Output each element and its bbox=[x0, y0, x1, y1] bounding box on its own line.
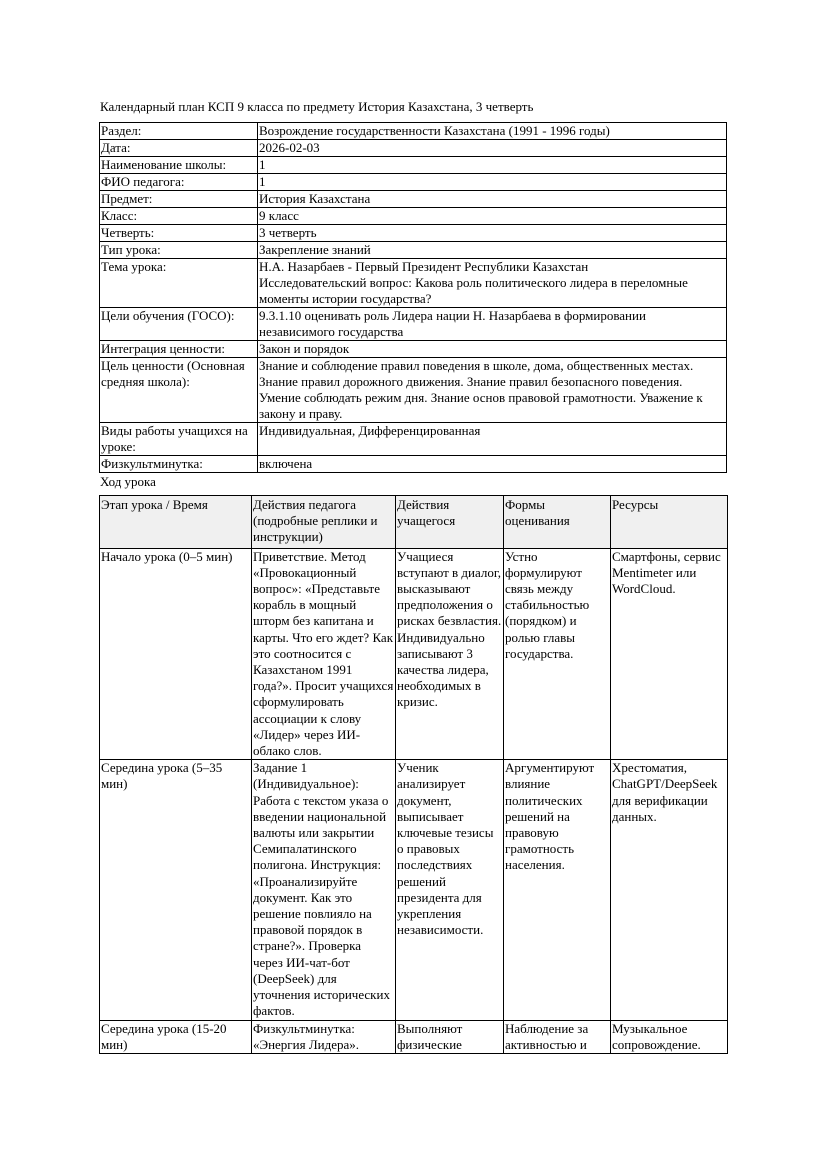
lesson-stage-row bbox=[100, 1020, 728, 1053]
column-header: Действия педагога (подробные реплики и инструкции) bbox=[252, 496, 396, 549]
lesson-cell: Ученик анализирует документ, выписывает ключевые тезисы о правовых последствиях решений президента для укрепления независимости. bbox=[396, 760, 504, 1020]
lesson-cell: Аргументируют влияние политических решений на правовую грамотность населения. bbox=[504, 760, 611, 1020]
lesson-stage-row bbox=[100, 760, 728, 1020]
info-value: 1 bbox=[258, 174, 727, 191]
info-value: Н.А. Назарбаев - Первый Президент Республики Казахстан Исследовательский вопрос: Какова роль политического лидера в переломные моменты истории государства? bbox=[258, 259, 727, 308]
info-value: История Казахстана bbox=[258, 191, 727, 208]
lesson-cell: Задание 1 (Индивидуальное): Работа с текстом указа о введении национальной валюты или закрытии Семипалатинского полигона. Инструкция: «Проанализируйте документ. Как это решение повлияло на правовой порядок в стране?». Проверка через ИИ-чат-бот (DeepSeek) для уточнения исторических фактов. bbox=[252, 760, 396, 1020]
lesson-cell: Выполняют физические bbox=[396, 1020, 504, 1053]
info-value: 9 класс bbox=[258, 208, 727, 225]
document-title: Календарный план КСП 9 класса по предмету История Казахстана, 3 четверть bbox=[100, 99, 534, 114]
lesson-table-header bbox=[100, 496, 728, 549]
info-value: 9.3.1.10 оценивать роль Лидера нации Н. Назарбаева в формировании независимого государства bbox=[258, 308, 727, 341]
info-value: Индивидуальная, Дифференцированная bbox=[258, 423, 727, 456]
info-key: Интеграция ценности: bbox=[100, 341, 258, 358]
column-header: Этап урока / Время bbox=[100, 496, 252, 549]
info-key: Раздел: bbox=[100, 123, 258, 140]
lesson-cell: Музыкальное сопровождение. bbox=[611, 1020, 728, 1053]
info-key: Цель ценности (Основная средняя школа): bbox=[100, 358, 258, 423]
info-row bbox=[100, 308, 727, 341]
info-row bbox=[100, 123, 727, 140]
lesson-stage-row bbox=[100, 548, 728, 760]
info-row bbox=[100, 174, 727, 191]
info-value: 3 четверть bbox=[258, 225, 727, 242]
lesson-cell: Наблюдение за активностью и bbox=[504, 1020, 611, 1053]
info-value: 2026-02-03 bbox=[258, 140, 727, 157]
info-value: Закон и порядок bbox=[258, 341, 727, 358]
document-page bbox=[99, 98, 727, 1054]
lesson-plan-table bbox=[99, 495, 728, 1054]
info-row bbox=[100, 259, 727, 308]
info-row bbox=[100, 208, 727, 225]
lesson-cell: Учащиеся вступают в диалог, высказывают предположения о рисках безвластия. Индивидуально записывают 3 качества лидера, необходимых в кризис. bbox=[396, 548, 504, 760]
info-key: ФИО педагога: bbox=[100, 174, 258, 191]
info-value: Закрепление знаний bbox=[258, 242, 727, 259]
column-header: Формы оценивания bbox=[504, 496, 611, 549]
info-value: включена bbox=[258, 456, 727, 473]
info-row bbox=[100, 423, 727, 456]
lesson-cell: Хрестоматия, ChatGPT/DeepSeek для верификации данных. bbox=[611, 760, 728, 1020]
info-value: Возрождение государственности Казахстана (1991 - 1996 годы) bbox=[258, 123, 727, 140]
info-row bbox=[100, 191, 727, 208]
info-key: Цели обучения (ГОСО): bbox=[100, 308, 258, 341]
lesson-cell: Приветствие. Метод «Провокационный вопрос»: «Представьте корабль в мощный шторм без капитана и карты. Что его ждет? Как это соотносится с Казахстаном 1991 года?». Просит учащихся сформулировать ассоциации к слову «Лидер» через ИИ-облако слов. bbox=[252, 548, 396, 760]
info-key: Физкультминутка: bbox=[100, 456, 258, 473]
info-key: Тема урока: bbox=[100, 259, 258, 308]
info-row bbox=[100, 225, 727, 242]
info-key: Класс: bbox=[100, 208, 258, 225]
info-key: Наименование школы: bbox=[100, 157, 258, 174]
info-key: Четверть: bbox=[100, 225, 258, 242]
info-value: 1 bbox=[258, 157, 727, 174]
info-row bbox=[100, 358, 727, 423]
info-row bbox=[100, 242, 727, 259]
lesson-cell: Устно формулируют связь между стабильностью (порядком) и ролью главы государства. bbox=[504, 548, 611, 760]
info-value: Знание и соблюдение правил поведения в школе, дома, общественных местах. Знание правил дорожного движения. Знание правил безопасного поведения. Умение соблюдать режим дня. Знание основ правовой грамотности. Уважение к закону и праву. bbox=[258, 358, 727, 423]
info-key: Тип урока: bbox=[100, 242, 258, 259]
info-row bbox=[100, 456, 727, 473]
lesson-cell: Смартфоны, сервис Mentimeter или WordCloud. bbox=[611, 548, 728, 760]
column-header: Ресурсы bbox=[611, 496, 728, 549]
info-row bbox=[100, 157, 727, 174]
lesson-progress-heading: Ход урока bbox=[100, 474, 156, 489]
lesson-cell: Середина урока (15-20 мин) bbox=[100, 1020, 252, 1053]
column-header: Действия учащегося bbox=[396, 496, 504, 549]
info-key: Предмет: bbox=[100, 191, 258, 208]
lesson-cell: Начало урока (0–5 мин) bbox=[100, 548, 252, 760]
info-row bbox=[100, 341, 727, 358]
info-key: Дата: bbox=[100, 140, 258, 157]
lesson-info-table bbox=[99, 122, 727, 473]
info-key: Виды работы учащихся на уроке: bbox=[100, 423, 258, 456]
lesson-cell: Середина урока (5–35 мин) bbox=[100, 760, 252, 1020]
lesson-cell: Физкультминутка: «Энергия Лидера». bbox=[252, 1020, 396, 1053]
info-row bbox=[100, 140, 727, 157]
